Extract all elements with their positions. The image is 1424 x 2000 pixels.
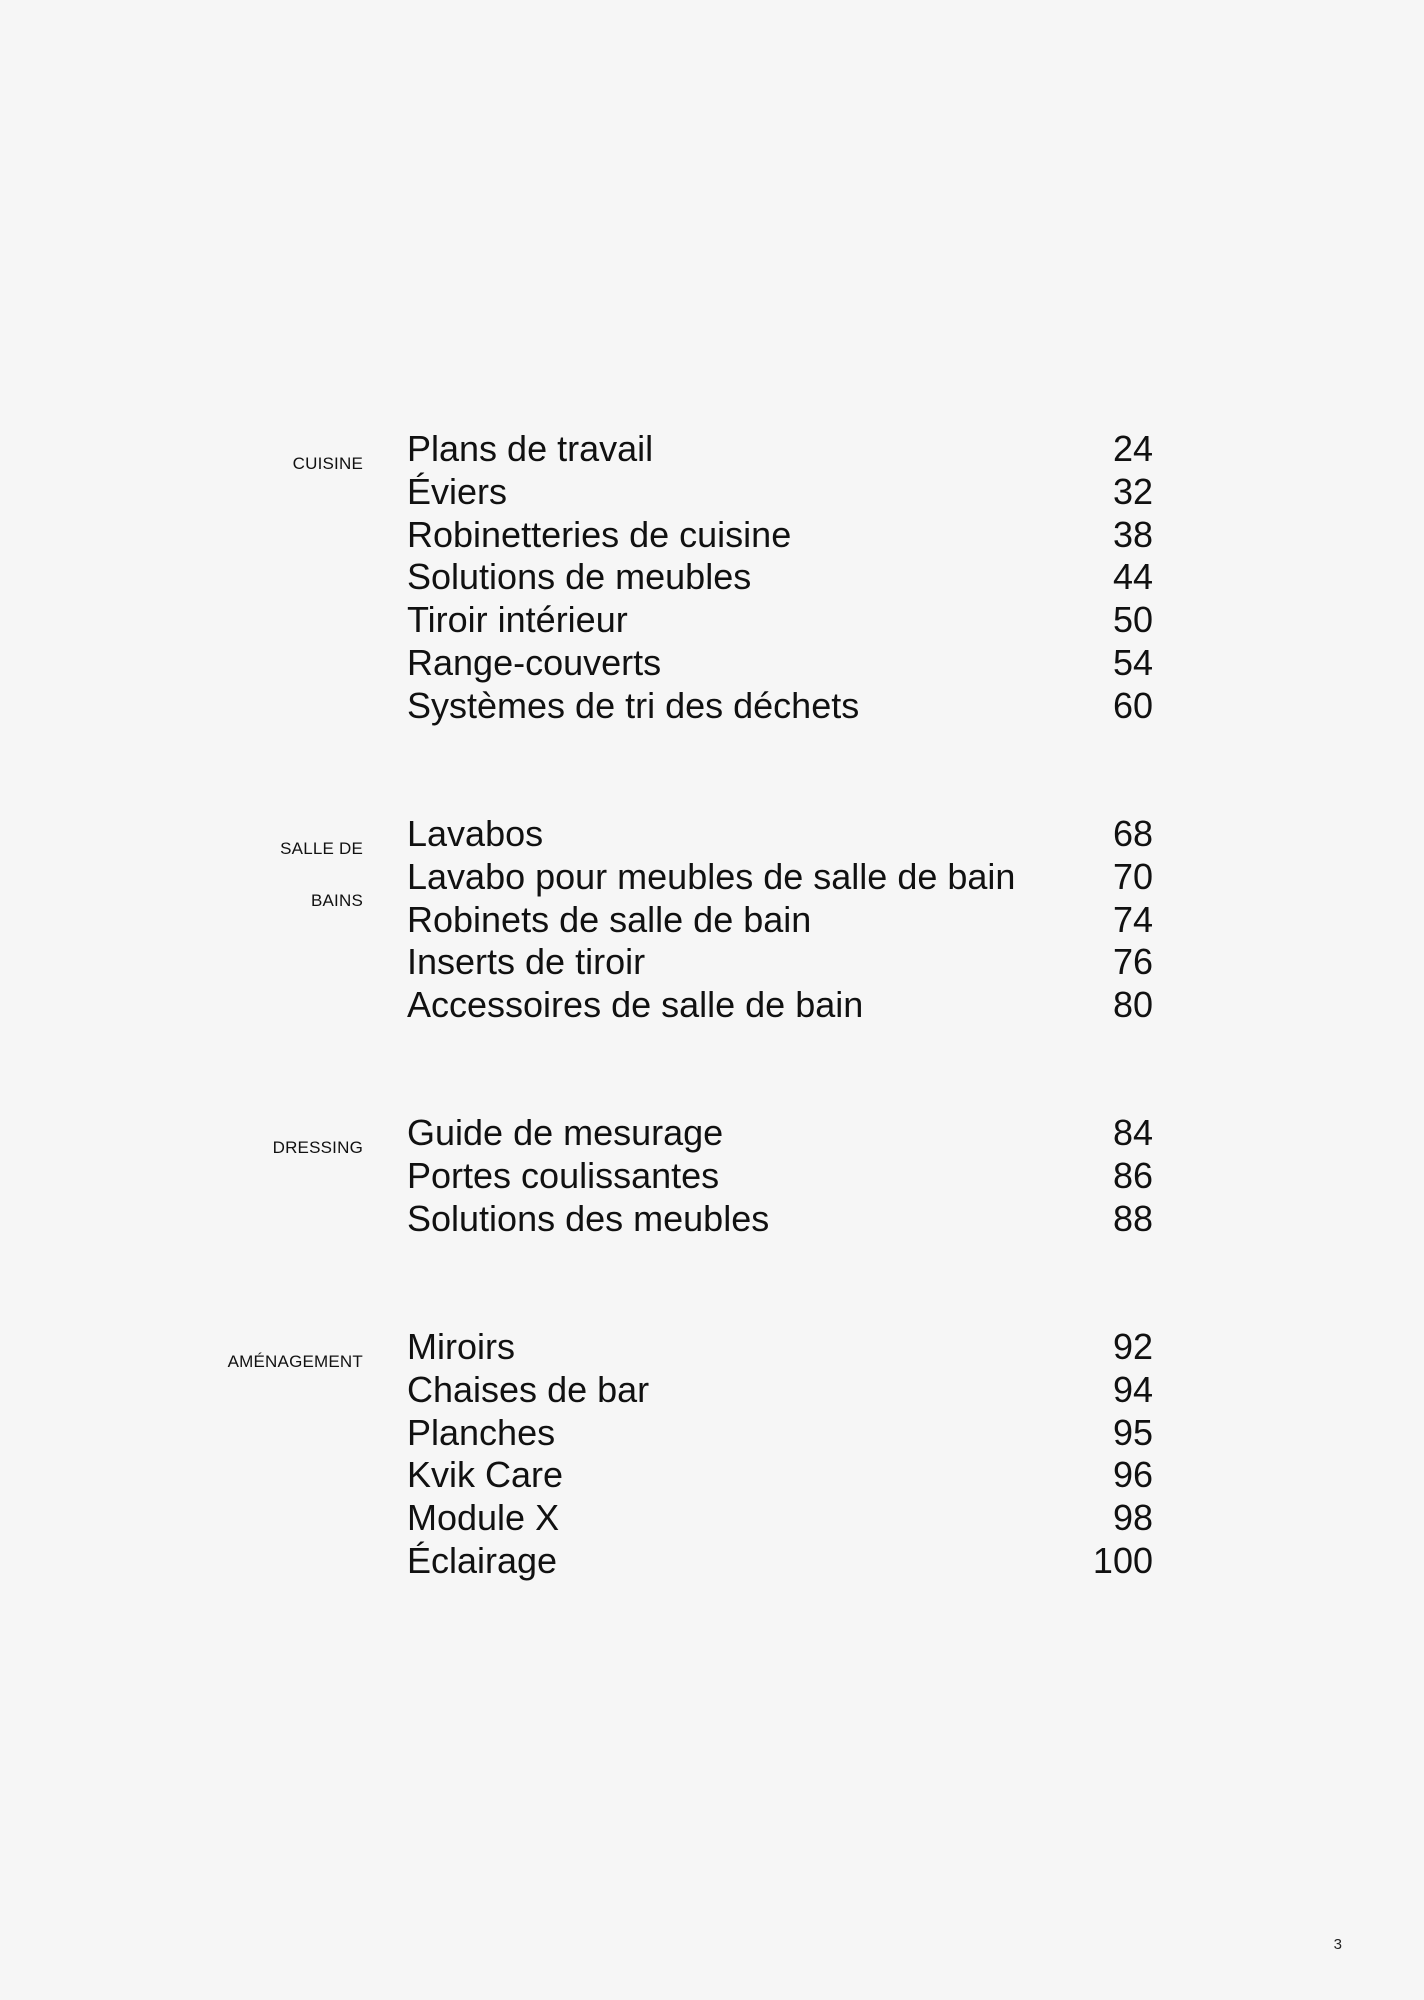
toc-entry-title: Lavabos — [407, 813, 544, 854]
toc-entry-title: Lavabo pour meubles de salle de bain — [407, 855, 1016, 897]
toc-entry[interactable] — [407, 1155, 1153, 1198]
section-label — [293, 438, 363, 490]
toc-entry-page: 96 — [1112, 1454, 1153, 1496]
toc-entry[interactable] — [407, 514, 1153, 557]
toc-entry-title: Plans de travail — [407, 428, 654, 469]
section-label-line: CUISINE — [292, 454, 363, 473]
toc-entry-page: 24 — [1112, 428, 1153, 469]
toc-entry-page: 98 — [1112, 1497, 1153, 1539]
toc-entry-page: 44 — [1112, 556, 1153, 598]
toc-entry[interactable] — [407, 1497, 1153, 1540]
toc-entry-title: Chaises de bar — [407, 1368, 650, 1410]
toc-entry-page: 50 — [1112, 599, 1153, 641]
toc-entry-title: Module X — [407, 1497, 560, 1539]
toc-entry[interactable] — [407, 1198, 1153, 1241]
toc-entries — [407, 1326, 1153, 1583]
toc-entry[interactable] — [407, 1112, 1153, 1155]
toc-entry-title: Tiroir intérieur — [407, 599, 628, 641]
toc-entry-page: 92 — [1112, 1326, 1153, 1367]
toc-entry-page: 80 — [1112, 984, 1153, 1026]
toc-entry[interactable] — [407, 1326, 1153, 1369]
section-label-line: BAINS — [310, 891, 363, 910]
toc-entry[interactable] — [407, 685, 1153, 728]
section-label-line: SALLE DE — [280, 839, 363, 858]
toc-entry[interactable] — [407, 984, 1153, 1027]
toc-entry-page: 88 — [1112, 1197, 1153, 1239]
toc-entry-page: 84 — [1112, 1112, 1153, 1153]
toc-entry-page: 68 — [1112, 813, 1153, 854]
toc-entry-title: Accessoires de salle de bain — [407, 984, 864, 1026]
toc-entry-title: Inserts de tiroir — [407, 941, 646, 983]
section-label-line: AMÉNAGEMENT — [227, 1352, 363, 1371]
toc-entry-title: Kvik Care — [407, 1454, 564, 1496]
toc-entry-page: 54 — [1112, 641, 1153, 683]
section-label — [273, 1122, 363, 1174]
toc-entry-title: Solutions des meubles — [407, 1197, 770, 1239]
toc-entry-title: Solutions de meubles — [407, 556, 752, 598]
toc-entry-title: Miroirs — [407, 1326, 515, 1367]
toc-entry[interactable] — [407, 813, 1153, 856]
toc-entry-title: Systèmes de tri des déchets — [407, 684, 860, 726]
toc-entries — [407, 428, 1153, 728]
toc-entry-page: 70 — [1112, 855, 1153, 897]
toc-entry-page: 74 — [1112, 898, 1153, 940]
toc-entry-page: 76 — [1112, 941, 1153, 983]
toc-entries — [407, 813, 1153, 1027]
toc-entry[interactable] — [407, 471, 1153, 514]
toc-entry-title: Planches — [407, 1411, 556, 1453]
toc-entry[interactable] — [407, 642, 1153, 685]
toc-entry-page: 100 — [1092, 1539, 1153, 1581]
page-number: 3 — [1333, 1936, 1342, 1953]
toc-entry-page: 86 — [1112, 1154, 1153, 1196]
section-label — [228, 1336, 363, 1388]
toc-entry[interactable] — [407, 428, 1153, 471]
section-label — [280, 823, 363, 927]
toc-entry[interactable] — [407, 1540, 1153, 1583]
toc-entry-page: 32 — [1112, 470, 1153, 512]
toc-entry-page: 95 — [1112, 1411, 1153, 1453]
toc-entry-page: 60 — [1112, 684, 1153, 726]
toc-entry-title: Guide de mesurage — [407, 1112, 724, 1153]
toc-entry-page: 38 — [1112, 513, 1153, 555]
toc-entry[interactable] — [407, 1454, 1153, 1497]
toc-entry[interactable] — [407, 899, 1153, 942]
toc-entry[interactable] — [407, 556, 1153, 599]
toc-entry[interactable] — [407, 856, 1153, 899]
section-label-line: DRESSING — [272, 1138, 363, 1157]
toc-entry[interactable] — [407, 1412, 1153, 1455]
toc-entry-title: Robinets de salle de bain — [407, 898, 812, 940]
toc-entry-title: Éviers — [407, 470, 508, 512]
toc-entry-title: Range-couverts — [407, 641, 662, 683]
toc-entry-title: Robinetteries de cuisine — [407, 513, 792, 555]
toc-entry-title: Éclairage — [407, 1539, 558, 1581]
toc-entry-title: Portes coulissantes — [407, 1154, 720, 1196]
toc-entry[interactable] — [407, 1369, 1153, 1412]
toc-entries — [407, 1112, 1153, 1240]
toc-entry[interactable] — [407, 941, 1153, 984]
toc-entry[interactable] — [407, 599, 1153, 642]
toc-entry-page: 94 — [1112, 1368, 1153, 1410]
